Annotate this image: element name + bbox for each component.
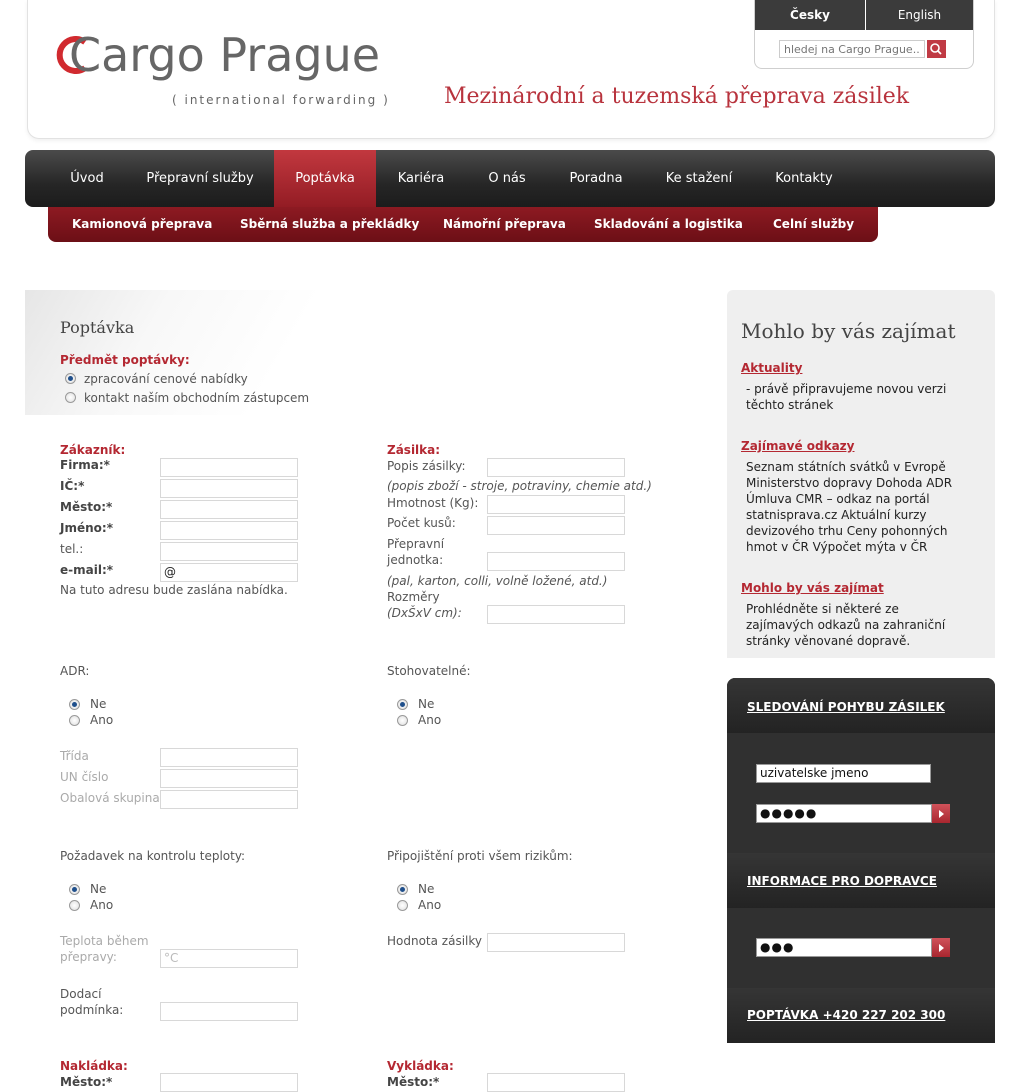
- main-navigation: [25, 150, 995, 207]
- stackable-radio-ano[interactable]: [397, 715, 408, 726]
- mesto-input[interactable]: [160, 500, 298, 519]
- firma-input[interactable]: [160, 458, 298, 477]
- weight-input[interactable]: [487, 495, 625, 514]
- label-unit-2: jednotka:: [387, 553, 444, 567]
- label-value: Hodnota zásilky: [387, 934, 482, 948]
- language-english-link[interactable]: English: [866, 0, 973, 30]
- label-email: e-mail:*: [60, 563, 114, 577]
- insurance-option-ne: Ne: [418, 882, 435, 896]
- subnav-item-skladovani[interactable]: Skladování a logistika: [594, 217, 743, 231]
- subnav-item-celni[interactable]: Celní služby: [773, 217, 855, 231]
- customer-heading: Zákazník:: [60, 443, 126, 457]
- jmeno-input[interactable]: [160, 521, 298, 540]
- label-temp-2: přepravy:: [60, 950, 117, 964]
- unloading-city-input[interactable]: [487, 1073, 625, 1092]
- label-firma: Firma:*: [60, 458, 110, 472]
- loading-city-input[interactable]: [160, 1073, 298, 1092]
- temperature-option-ne: Ne: [90, 882, 107, 896]
- temperature-radio-ne[interactable]: [69, 884, 80, 895]
- label-tel: tel.:: [60, 542, 84, 556]
- value-input[interactable]: [487, 933, 625, 952]
- sidebar-link-aktuality[interactable]: Aktuality: [741, 361, 803, 375]
- loading-heading: Nakládka:: [60, 1059, 128, 1073]
- carrier-submit-button[interactable]: [932, 938, 950, 957]
- loading-city-label: Město:*: [60, 1075, 113, 1089]
- login-submit-button[interactable]: [932, 804, 950, 823]
- label-ic: IČ:*: [60, 479, 85, 493]
- temperature-label: Požadavek na kontrolu teploty:: [60, 849, 246, 863]
- form-title: Poptávka: [60, 318, 135, 337]
- nav-item-uvod[interactable]: Úvod: [70, 171, 104, 186]
- tel-input[interactable]: [160, 542, 298, 561]
- trida-input[interactable]: [160, 748, 298, 767]
- subject-option-price: zpracování cenové nabídky: [84, 372, 248, 386]
- subnav-item-kamionova[interactable]: Kamionová přeprava: [72, 217, 213, 231]
- nav-item-poradna[interactable]: Poradna: [569, 171, 623, 186]
- tagline: Mezinárodní a tuzemská přeprava zásilek: [444, 84, 910, 109]
- nav-item-kontakty[interactable]: Kontakty: [775, 171, 833, 186]
- un-input[interactable]: [160, 769, 298, 788]
- subject-option-contact: kontakt naším obchodním zástupcem: [84, 391, 310, 405]
- label-weight: Hmotnost (Kg):: [387, 496, 479, 510]
- label-jmeno: Jméno:*: [60, 521, 113, 535]
- label-obalova: Obalová skupina: [60, 791, 160, 805]
- language-czech-link[interactable]: Česky: [755, 0, 865, 30]
- label-unit-1: Přepravní: [387, 537, 445, 551]
- nav-item-o-nas[interactable]: O nás: [488, 171, 526, 186]
- password-input[interactable]: ●●●●●: [756, 804, 932, 823]
- logo-text: Cargo Prague: [69, 28, 381, 82]
- sidebar-text-odkazy[interactable]: Seznam státních svátků v Evropě Ministerstvo dopravy Dohoda ADR Úmluva CMR – odkaz na portál statnisprava.cz Aktuální kurzy devizového trhu Ceny pohonných hmot v ČR Výpočet mýta v ČR: [746, 460, 953, 554]
- sidebar-text-aktuality: - právě připravujeme novou verzi těchto stránek: [746, 382, 947, 412]
- obalova-input[interactable]: [160, 790, 298, 809]
- label-delivery-1: Dodací: [60, 987, 102, 1001]
- tracking-panel: [727, 678, 995, 1042]
- label-count: Počet kusů:: [387, 516, 456, 530]
- label-un: UN číslo: [60, 770, 109, 784]
- adr-radio-ano[interactable]: [69, 715, 80, 726]
- label-description: Popis zásilky:: [387, 459, 466, 473]
- subnav-item-sberna[interactable]: Sběrná služba a překládky: [240, 217, 420, 231]
- label-mesto: Město:*: [60, 500, 113, 514]
- search-button[interactable]: [927, 40, 946, 58]
- search-icon: [927, 40, 946, 58]
- language-search-box: [754, 0, 974, 69]
- unloading-heading: Vykládka:: [387, 1059, 454, 1073]
- inquiry-phone-link[interactable]: POPTÁVKA +420 227 202 300: [747, 1008, 946, 1022]
- adr-radio-ne[interactable]: [69, 699, 80, 710]
- sidebar-title: Mohlo by vás zajímat: [741, 319, 956, 343]
- email-note: Na tuto adresu bude zaslána nabídka.: [60, 583, 288, 597]
- nav-item-kariera[interactable]: Kariéra: [397, 171, 445, 186]
- sidebar-link-odkazy[interactable]: Zajímavé odkazy: [741, 439, 855, 453]
- carrier-info-link[interactable]: INFORMACE PRO DOPRAVCE: [747, 874, 937, 888]
- dims-input[interactable]: [487, 605, 625, 624]
- carrier-password-input[interactable]: ●●●: [756, 938, 932, 957]
- sub-navigation: [48, 207, 878, 242]
- insurance-label: Připojištění proti všem rizikům:: [387, 849, 573, 863]
- temperature-input[interactable]: °C: [160, 949, 298, 968]
- subnav-item-namorni[interactable]: Námořní přeprava: [443, 217, 566, 231]
- nav-item-prepravni-sluzby[interactable]: Přepravní služby: [146, 171, 254, 186]
- tracking-title-link[interactable]: SLEDOVÁNÍ POHYBU ZÁSILEK: [747, 700, 945, 714]
- adr-label: ADR:: [60, 664, 90, 678]
- label-dims-1: Rozměry: [387, 590, 440, 604]
- subject-radio-contact[interactable]: [65, 392, 76, 403]
- temperature-option-ano: Ano: [90, 898, 114, 912]
- stackable-label: Stohovatelné:: [387, 664, 471, 678]
- unit-hint: (pal, karton, colli, volně ložené, atd.): [387, 574, 608, 588]
- label-temp-1: Teplota během: [60, 934, 149, 948]
- shipment-heading: Zásilka:: [387, 443, 441, 457]
- ic-input[interactable]: [160, 479, 298, 498]
- count-input[interactable]: [487, 516, 625, 535]
- subject-radio-price[interactable]: [65, 373, 76, 384]
- stackable-option-ne: Ne: [418, 697, 435, 711]
- label-trida: Třída: [60, 749, 89, 763]
- insurance-option-ano: Ano: [418, 898, 442, 912]
- logo-subtitle: ( international forwarding ): [172, 93, 390, 107]
- unloading-city-label: Město:*: [387, 1075, 440, 1089]
- nav-item-poptavka[interactable]: Poptávka: [274, 150, 376, 207]
- sidebar-link-zajimat[interactable]: Mohlo by vás zajímat: [741, 581, 884, 595]
- description-hint: (popis zboží - stroje, potraviny, chemie atd.): [387, 479, 652, 493]
- username-input[interactable]: uzivatelske jmeno: [756, 764, 931, 783]
- adr-option-ne: Ne: [90, 697, 107, 711]
- search-input[interactable]: [779, 40, 925, 58]
- email-input[interactable]: @: [160, 563, 298, 582]
- label-delivery-2: podmínka:: [60, 1003, 124, 1017]
- adr-option-ano: Ano: [90, 713, 114, 727]
- label-dims-2: (DxŠxV cm):: [387, 606, 462, 620]
- unit-input[interactable]: [487, 552, 625, 571]
- temperature-radio-ano[interactable]: [69, 900, 80, 911]
- stackable-radio-ne[interactable]: [397, 699, 408, 710]
- subject-label: Předmět poptávky:: [60, 353, 190, 367]
- sidebar-text-zajimat: Prohlédněte si některé ze zajímavých odkazů na zahraniční stránky věnované dopravě.: [746, 602, 946, 648]
- stackable-option-ano: Ano: [418, 713, 442, 727]
- description-input[interactable]: [487, 458, 625, 477]
- logo[interactable]: [55, 28, 390, 114]
- insurance-radio-ano[interactable]: [397, 900, 408, 911]
- delivery-input[interactable]: [160, 1002, 298, 1021]
- nav-item-ke-stazeni[interactable]: Ke stažení: [665, 171, 733, 186]
- insurance-radio-ne[interactable]: [397, 884, 408, 895]
